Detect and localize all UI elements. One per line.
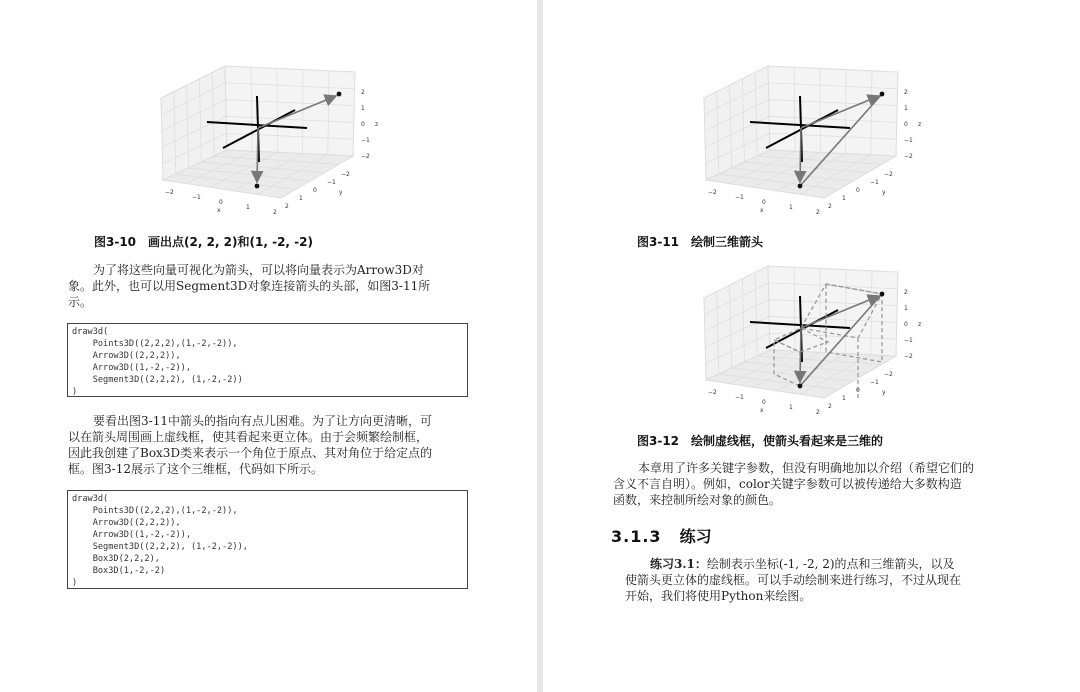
paragraph-2 xyxy=(68,413,468,477)
code-line: Points3D((2,2,2),(1,-2,-2)), xyxy=(72,506,238,516)
paragraph-2-line: 因此我创建了Box3D类来表示一个角位于原点、其对角位于给定点的 xyxy=(68,446,433,460)
arrow-line xyxy=(800,128,801,182)
y-axis-label: y xyxy=(882,189,886,196)
x-tick-label: 0 xyxy=(762,399,766,406)
y-tick-label: 0 xyxy=(856,387,860,394)
y-tick-label: 2 xyxy=(285,203,289,210)
z-tick-label: −2 xyxy=(904,153,913,160)
right-page xyxy=(543,0,1080,692)
code-line: Box3D(2,2,2), xyxy=(72,554,160,564)
paragraph-2-line: 以在箭头周围画上虚线框，使其看起来更立体。由于会频繁绘制框， xyxy=(68,430,429,444)
y-axis-label: y xyxy=(882,389,886,396)
y-axis-label: y xyxy=(339,189,343,196)
code-line: Box3D(1,-2,-2) xyxy=(72,566,166,576)
z-tick-label: 2 xyxy=(904,89,908,96)
z-axis-label: z xyxy=(918,321,922,328)
paragraph-3 xyxy=(613,460,1013,508)
section-title: 练习 xyxy=(679,527,712,546)
x-tick-label: −2 xyxy=(165,189,174,196)
figure-3-10-caption: 图3-10 画出点(2, 2, 2)和(1, -2, -2) xyxy=(94,235,313,249)
z-tick-label: 2 xyxy=(904,289,908,296)
exercise-label: 练习3.1： xyxy=(650,557,707,571)
y-tick-label: 2 xyxy=(828,403,832,410)
arrow-line xyxy=(800,328,801,382)
y-tick-label: −2 xyxy=(884,371,893,378)
z-tick-label: 0 xyxy=(361,121,365,128)
z-tick-label: −1 xyxy=(904,137,913,144)
y-tick-label: 0 xyxy=(313,187,317,194)
code-line: Arrow3D((1,-2,-2)), xyxy=(72,530,191,540)
x-tick-label: 1 xyxy=(789,204,793,211)
z-tick-label: 2 xyxy=(361,89,365,96)
z-tick-label: −1 xyxy=(904,337,913,344)
left-page xyxy=(0,0,537,692)
code-line: draw3d( xyxy=(72,494,109,504)
code-line: ) xyxy=(72,578,78,588)
paragraph-1 xyxy=(68,262,468,310)
data-point xyxy=(255,184,260,189)
y-tick-label: −1 xyxy=(870,379,879,386)
z-axis-label: z xyxy=(918,121,922,128)
figure-3-12-plot xyxy=(698,258,928,420)
figure-3-12-caption: 图3-12 绘制虚线框，使箭头看起来是三维的 xyxy=(637,434,884,448)
x-axis-label: x xyxy=(760,407,764,414)
exercise-line-1 xyxy=(625,556,1025,572)
back-wall-right xyxy=(768,66,898,156)
section-heading xyxy=(611,524,712,547)
x-tick-label: 0 xyxy=(762,199,766,206)
x-tick-label: 2 xyxy=(816,409,820,416)
x-tick-label: −1 xyxy=(735,194,744,201)
code-line: Arrow3D((2,2,2)), xyxy=(72,518,181,528)
x-axis-label: x xyxy=(760,207,764,214)
y-tick-label: 1 xyxy=(842,195,846,202)
exercise-line: 使箭头更立体的虚线框。可以手动绘制来进行练习，不过从现在 xyxy=(625,573,962,587)
z-tick-label: −1 xyxy=(361,137,370,144)
x-tick-label: −2 xyxy=(708,189,717,196)
section-number: 3.1.3 xyxy=(611,527,662,546)
y-tick-label: 2 xyxy=(828,203,832,210)
x-tick-label: −1 xyxy=(192,194,201,201)
code-line: draw3d( xyxy=(72,327,109,337)
code-line: Segment3D((2,2,2), (1,-2,-2)) xyxy=(72,375,243,385)
code-line: Arrow3D((2,2,2)), xyxy=(72,351,181,361)
figure-3-11-plot xyxy=(698,58,928,220)
code-line: Segment3D((2,2,2), (1,-2,-2)), xyxy=(72,542,248,552)
z-tick-label: 1 xyxy=(904,305,908,312)
exercise-text: 绘制表示坐标(-1, -2, 2)的点和三维箭头，以及 xyxy=(706,557,955,571)
z-tick-label: 1 xyxy=(361,105,365,112)
x-tick-label: −1 xyxy=(735,394,744,401)
code-block-2 xyxy=(67,490,468,589)
data-point xyxy=(798,384,803,389)
data-point xyxy=(337,92,342,97)
exercise-block xyxy=(625,556,1025,604)
back-wall-right xyxy=(768,266,898,356)
x-tick-label: 1 xyxy=(789,404,793,411)
code-line: Arrow3D((1,-2,-2)), xyxy=(72,363,191,373)
y-tick-label: −2 xyxy=(884,171,893,178)
paragraph-2-line: 要看出图3-11中箭头的指向有点儿困难。为了让方向更清晰，可 xyxy=(93,414,432,428)
x-tick-label: −2 xyxy=(708,389,717,396)
paragraph-3-line: 本章用了许多关键字参数，但没有明确地加以介绍（希望它们的 xyxy=(638,461,975,475)
x-tick-label: 0 xyxy=(219,199,223,206)
code-block-1 xyxy=(67,323,468,397)
y-tick-label: −1 xyxy=(870,179,879,186)
exercise-line: 开始，我们将使用Python来绘图。 xyxy=(625,589,812,603)
z-axis-label: z xyxy=(375,121,379,128)
x-axis-label: x xyxy=(217,207,221,214)
y-tick-label: 1 xyxy=(842,395,846,402)
x-tick-label: 2 xyxy=(273,209,277,216)
paragraph-3-line: 含义不言自明）。例如，color关键字参数可以被传递给大多数构造 xyxy=(613,477,962,491)
paragraph-1-line: 示。 xyxy=(68,295,93,309)
z-tick-label: 0 xyxy=(904,321,908,328)
y-tick-label: 1 xyxy=(299,195,303,202)
z-tick-label: 0 xyxy=(904,121,908,128)
z-tick-label: −2 xyxy=(904,353,913,360)
z-tick-label: −2 xyxy=(361,153,370,160)
y-tick-label: −2 xyxy=(341,171,350,178)
y-tick-label: 0 xyxy=(856,187,860,194)
paragraph-3-line: 函数，来控制所绘对象的颜色。 xyxy=(613,493,782,507)
arrow-line xyxy=(257,128,258,182)
code-line: Points3D((2,2,2),(1,-2,-2)), xyxy=(72,339,238,349)
data-point xyxy=(880,92,885,97)
x-tick-label: 1 xyxy=(246,204,250,211)
figure-3-10-plot xyxy=(155,58,385,220)
x-tick-label: 2 xyxy=(816,209,820,216)
figure-3-11-caption: 图3-11 绘制三维箭头 xyxy=(637,235,764,249)
paragraph-1-line: 为了将这些向量可视化为箭头，可以将向量表示为Arrow3D对 xyxy=(93,263,424,277)
code-line: ) xyxy=(72,387,78,397)
data-point xyxy=(798,184,803,189)
y-tick-label: −1 xyxy=(327,179,336,186)
data-point xyxy=(880,292,885,297)
paragraph-1-line: 象。此外，也可以用Segment3D对象连接箭头的头部，如图3-11所 xyxy=(68,279,431,293)
back-wall-right xyxy=(225,66,355,156)
z-tick-label: 1 xyxy=(904,105,908,112)
paragraph-2-line: 框。图3-12展示了这个三维框，代码如下所示。 xyxy=(68,462,323,476)
